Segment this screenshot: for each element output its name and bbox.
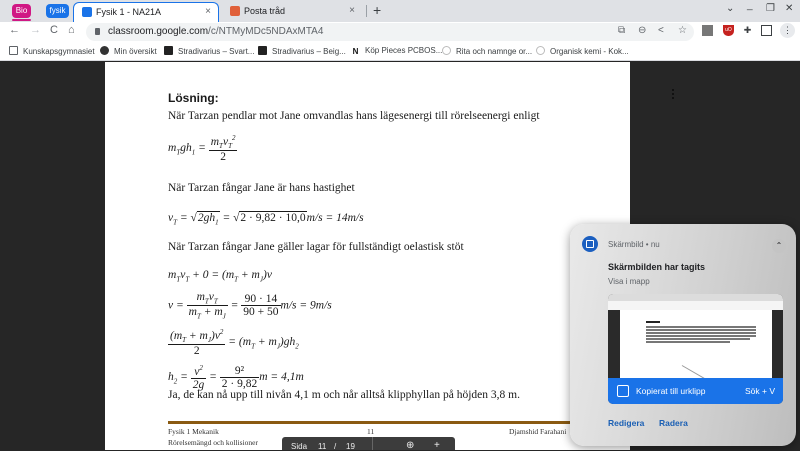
bookmark-min-oversikt[interactable]: Min översikt [100,46,157,56]
equation-velocity: v = $\frac{m_Tv_T}{m_T + m_J}$ = $\frac{90 \cdot 14}{90 + 50}$ m/s = 9m/s [168,291,332,321]
bookmark-stradivarius-1[interactable]: Stradivarius – Svart... [164,46,254,56]
translate-icon[interactable]: ⧉ [618,25,626,36]
copied-to-clipboard-bar [608,378,783,404]
globe-icon [536,46,545,55]
thumbnail-heading [646,321,660,323]
browser-toolbar [0,22,800,42]
pdf-page-toolbar [282,437,455,450]
address-bar[interactable] [86,23,694,41]
equation-energy: $m_Tgh_1$ = $\frac{m_Tv_T^2}{2}$ [168,134,236,164]
total-pages: 19 [346,442,355,451]
classroom-icon [82,7,92,17]
footer-page-number: 11 [367,427,375,436]
equation-momentum: $m_Tv_T + 0 = (m_T + m_J)v$ [168,269,272,284]
lock-icon [95,28,100,35]
solution-heading: Lösning: [168,91,219,105]
tab-strip [0,0,800,22]
minimize-button[interactable]: _ [747,0,753,11]
ublock-icon[interactable]: uO [723,25,734,36]
clipboard-shortcut: Sök + V [744,386,775,396]
new-tab-button[interactable]: + [373,2,382,18]
page-separator: / [334,442,337,451]
tab-title: Posta tråd [244,6,286,16]
tab-divider [366,5,367,17]
edit-button[interactable]: Redigera [608,418,645,428]
extensions-puzzle-icon[interactable]: ✚ [743,25,752,35]
current-page-input[interactable]: 11 [318,442,327,451]
zoom-in-icon[interactable]: ⊕ [406,440,415,451]
site-icon [100,46,109,55]
show-in-folder-link[interactable]: Visa i mapp [608,277,650,286]
notification-source: Skärmbild • nu [608,240,660,249]
zoom-icon[interactable]: ⊖ [638,25,647,36]
bookmark-kop-pieces[interactable]: N Köp Pieces PCBOS... [352,46,443,56]
thumbnail-text-line [646,338,750,340]
share-icon[interactable]: < [658,25,664,36]
equation-energy-after: $\frac{(m_T + m_J)v^2}{2}$ = $(m_T + m_J)gh_2$ [170,328,299,358]
thumbnail-page [620,310,772,378]
toolbar-divider [372,437,373,450]
forward-button[interactable]: → [30,24,41,36]
footer-rule [168,421,573,424]
n-icon: N [352,47,359,56]
collapse-chevron-icon[interactable]: ⌃ [772,239,786,253]
tab-group-bio[interactable]: Bio [12,4,31,18]
thumbnail-text-line [646,332,756,334]
tab-title: Fysik 1 - NA21A [96,7,162,17]
paragraph: När Tarzan pendlar mot Jane omvandlas hans lägesenergi till rörelseenergi enligt [168,110,540,122]
bookmark-kunskapsgymnasiet[interactable]: Kunskapsgymnasiet [9,46,95,56]
screenshot-app-icon [582,236,598,252]
notification-title: Skärmbilden har tagits [608,262,706,272]
more-options-icon[interactable] [672,89,675,101]
globe-icon [442,46,451,55]
equation-height: $h_2$ = $\frac{v^2}{2g}$ = $\frac{\text{9²}}{2 \cdot 9,82}$ m = 4,1m [168,364,304,391]
stradivarius-icon [258,46,267,55]
thumbnail-text-line [646,341,730,343]
add-icon[interactable]: + [434,440,440,451]
thumbnail-text-line [646,326,756,328]
close-tab-icon[interactable]: × [205,6,211,17]
screenshot-notification [570,224,796,446]
screenshot-thumbnail[interactable] [608,294,783,404]
conclusion: Ja, de kan nå upp till nivån 4,1 m och når alltså klipphyllan på höjden 3,8 m. [168,389,520,401]
back-button[interactable]: ← [9,24,20,36]
thumbnail-text-line [646,329,756,331]
pdf-page [105,62,630,450]
menu-kebab-icon[interactable]: ⋮ [780,23,795,38]
delete-button[interactable]: Radera [659,418,688,428]
paragraph: När Tarzan fångar Jane är hans hastighet [168,182,355,194]
tab-search-icon[interactable]: ⌄ [726,3,735,14]
thumbnail-toolbar [608,301,783,310]
forum-icon [230,6,240,16]
side-panel-icon[interactable] [761,25,772,36]
url-text: classroom.google.com/c/NTMyMDc5NDAxMTA4 [108,26,324,37]
bookmark-rita-och-namnge[interactable]: Rita och namnge or... [442,46,532,56]
bookmark-organisk-kemi[interactable]: Organisk kemi - Kok... [536,46,629,56]
bookmarks-bar [0,42,800,61]
tab-fysik-1[interactable] [73,2,219,22]
footer-course: Fysik 1 Mekanik [168,427,219,436]
thumbnail-text-line [646,335,756,337]
home-button[interactable]: ⌂ [68,24,75,36]
folder-icon [9,46,18,55]
footer-chapter: Rörelsemängd och kollisioner [168,438,258,447]
extension-icon[interactable] [702,25,713,36]
tab-group-bio-underline [12,19,31,21]
bookmark-stradivarius-2[interactable]: Stradivarius – Beig... [258,46,346,56]
paragraph: När Tarzan fångar Jane gäller lagar för fullständigt oelastisk stöt [168,241,464,253]
tab-posta-trad[interactable] [222,2,362,22]
bookmark-star-icon[interactable]: ☆ [678,25,687,36]
reload-button[interactable]: C [50,24,58,36]
thumbnail-tabs [608,294,783,301]
tab-group-fysik[interactable]: fysik [46,4,69,18]
equation-speed: $v_T = √2gh_1 = √2 \cdot 9,82 \cdot 10,0m/s = 14m/s$ [168,212,364,227]
clipboard-icon [617,385,629,397]
restore-button[interactable]: ❐ [766,3,775,14]
page-label: Sida [291,442,308,451]
close-tab-icon[interactable]: × [349,5,355,16]
copied-text: Kopierat till urklipp [636,386,706,396]
stradivarius-icon [164,46,173,55]
close-window-button[interactable]: ✕ [785,3,794,14]
footer-author: Djamshid Farahani [509,427,567,436]
